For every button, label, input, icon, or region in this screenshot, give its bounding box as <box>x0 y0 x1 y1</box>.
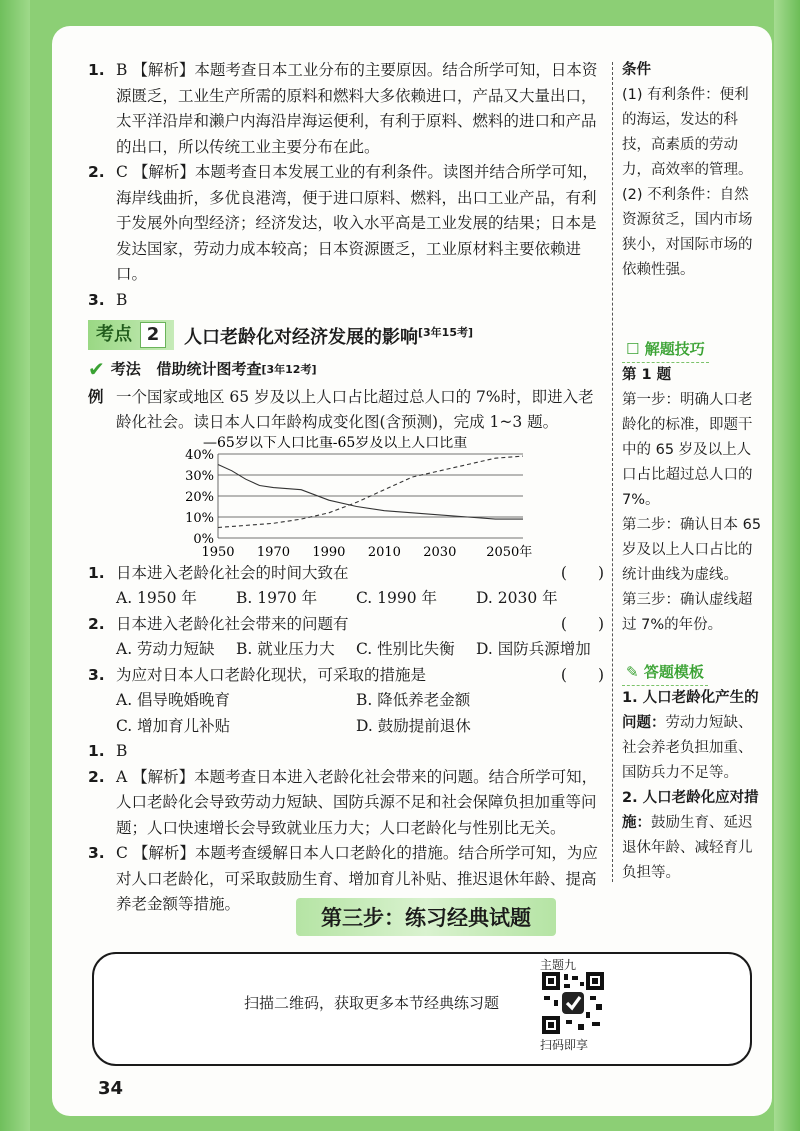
example-text: 一个国家或地区 65 岁及以上人口占比超过总人口的 7%时，即进入老龄化社会。读日本人口年龄构成变化图(含预测)，完成 1~3 题。 <box>116 387 594 431</box>
check-icon: ✔ <box>88 357 105 381</box>
mc-question <box>88 561 608 587</box>
answer-letter: B <box>116 742 128 760</box>
example-label: 例 <box>88 387 104 406</box>
answer-number: 2. <box>88 767 105 786</box>
mc-option: A. 1950 年 <box>116 589 197 607</box>
tip-step-1: 第一步：明确人口老龄化的标准，即题干中的 65 岁及以上人口占比超过总人口的 7%。 <box>622 392 753 508</box>
column-divider <box>612 62 613 882</box>
mc-question <box>88 663 608 689</box>
mc-number: 2. <box>88 614 105 633</box>
tips-icon: ☐ <box>626 340 640 358</box>
x-tick-label: 1970 <box>256 544 291 560</box>
answer-explain: 【解析】本题考查日本进入老龄化社会带来的问题。结合所学可知，人口老龄化会导致劳动力短缺、国防兵源不足和社会保障负担加重等问题；人口快速增长会导致就业压力大；人口老龄化与性别比无关。 <box>116 767 598 837</box>
answer-paren: ( ) <box>560 665 604 684</box>
answer-paren: ( ) <box>560 614 604 633</box>
side-column <box>622 58 762 886</box>
answer-paren: ( ) <box>560 563 604 582</box>
answer-number: 3. <box>88 844 105 862</box>
mc-options <box>88 637 608 663</box>
mc-option: C. 性别比失衡 <box>356 640 455 658</box>
template-2: 2. 人口老龄化应对措施：鼓励生育、延迟退休年龄、减轻育儿负担等。 <box>622 790 759 881</box>
answer-2: 2. C 【解析】本题考查日本发展工业的有利条件。读图并结合所学可知，海岸线曲折，多优良港湾，便于进口原料、燃料，出口工业产品，有利于发展外向型经济；经济发达，收入水平高是工业发展的结果；日本是发达国家，劳动力成本较高；日本资源匮乏，工业原材料主要依赖进口。 <box>88 163 598 283</box>
answer-2-letter: C <box>116 163 128 181</box>
mc-option: B. 降低养老金额 <box>356 691 471 709</box>
mc-option: C. 增加育儿补贴 <box>116 716 231 735</box>
answer-item <box>88 739 608 765</box>
chart-legend <box>203 436 467 451</box>
x-tick-label: 2010 <box>367 544 401 560</box>
answer-1-explain: 【解析】本题考查日本工业分布的主要原因。结合所学可知，日本资源匮乏，工业生产所需的原料和燃料大多依赖进口，产品又大量出口，太平洋沿岸和濑户内海沿岸海运便利，有利于原料、燃料的进口和产品的出口，所以传统工业主要分布在此。 <box>116 61 598 156</box>
x-tick-label: 2030 <box>423 544 457 560</box>
tips-question: 第 1 题 <box>622 367 672 383</box>
chart-ticks <box>185 448 532 560</box>
x-tick-label: 2050年 <box>486 544 533 560</box>
kaodian-title: 人口老龄化对经济发展的影响[3年15考] <box>184 325 474 348</box>
kaodian-label: 考点 <box>96 324 132 346</box>
mc-stem: 日本进入老龄化社会的时间大致在 <box>116 563 349 582</box>
main-column <box>88 58 608 918</box>
legend-entry: --65岁及以上人口比重 <box>328 435 468 451</box>
kaodian-header <box>88 319 608 351</box>
side-cond-2: (2) 不利条件：自然资源贫乏，国内市场狭小，对国际市场的依赖性强。 <box>622 187 753 278</box>
kaofa-sup: [3年12考] <box>261 363 317 376</box>
answer-letter: A <box>116 767 128 786</box>
kaodian-number: 2 <box>140 322 166 348</box>
series-line <box>218 464 523 519</box>
mc-option: A. 劳动力短缺 <box>116 640 215 658</box>
mc-option: D. 鼓励提前退休 <box>356 716 471 735</box>
population-chart <box>88 436 608 561</box>
mc-option: A. 倡导晚婚晚育 <box>116 691 231 709</box>
mc-options <box>88 688 608 739</box>
left-green-strip <box>0 0 30 1131</box>
qr-caption: 扫码即享 <box>540 1038 589 1052</box>
mc-stem: 日本进入老龄化社会带来的问题有 <box>116 614 349 633</box>
mc-number: 1. <box>88 563 105 582</box>
qr-box <box>92 952 752 1066</box>
y-tick-label: 40% <box>185 447 214 463</box>
mc-question <box>88 612 608 638</box>
answer-2-explain: 【解析】本题考查日本发展工业的有利条件。读图并结合所学可知，海岸线曲折，多优良港湾，便于进口原料、燃料，出口工业产品，有利于发展外向型经济；经济发达，收入水平高是工业发展的结果；日本是发达国家，劳动力成本较高；日本资源匮乏，工业原材料主要依赖进口。 <box>116 163 598 283</box>
x-tick-label: 1990 <box>312 544 346 560</box>
answers-section <box>88 739 608 918</box>
mc-option: D. 2030 年 <box>476 589 558 607</box>
mc-option: B. 1970 年 <box>236 589 318 607</box>
side-cond-1: (1) 有利条件：便利的海运，发达的科技，高素质的劳动力，高效率的管理。 <box>622 87 753 178</box>
mc-options <box>88 586 608 612</box>
qr-topic: 主题九 <box>540 958 577 972</box>
legend-entry: —65岁以下人口比重 <box>203 435 333 451</box>
answer-explain: 【解析】本题考查缓解日本人口老龄化的措施。结合所学可知，为应对人口老龄化，可采取鼓励生育、增加育儿补贴、推迟退休年龄、提高养老金额等措施。 <box>116 844 598 913</box>
example <box>88 385 608 436</box>
mc-number: 3. <box>88 665 105 684</box>
mc-stem: 为应对日本人口老龄化现状，可采取的措施是 <box>116 665 427 684</box>
page-number: 34 <box>98 1078 124 1099</box>
tips-header: ☐ 解题技巧 <box>622 337 709 363</box>
y-tick-label: 0% <box>193 531 214 547</box>
right-green-strip <box>774 0 800 1131</box>
y-tick-label: 20% <box>185 489 214 505</box>
side-cond-title: 条件 <box>622 62 651 78</box>
multiple-choice-questions <box>88 561 608 740</box>
mc-option: C. 1990 年 <box>356 589 438 607</box>
pencil-icon: ✎ <box>626 663 639 681</box>
template-1: 1. 人口老龄化产生的问题：劳动力短缺、社会养老负担加重、国防兵力不足等。 <box>622 690 759 781</box>
answer-3-letter: B <box>116 290 128 309</box>
mc-option: D. 国防兵源增加 <box>476 640 591 658</box>
answer-number: 1. <box>88 742 105 760</box>
answer-3: 3. B <box>88 290 128 309</box>
qr-code-icon[interactable] <box>542 972 604 1034</box>
kaofa-header <box>88 357 608 383</box>
kaodian-sup: [3年15考] <box>418 325 474 339</box>
tip-step-2: 第二步：确认日本 65 岁及以上人口占比的统计曲线为虚线。 <box>622 517 762 583</box>
answer-item <box>88 765 608 842</box>
template-header: ✎ 答题模板 <box>622 660 708 686</box>
tip-step-3: 第三步：确认虚线超过 7%的年份。 <box>622 592 753 633</box>
population-chart-svg <box>88 436 608 561</box>
y-tick-label: 10% <box>185 510 214 526</box>
kaofa-label: 考法 <box>110 360 141 378</box>
step3-banner: 第三步：练习经典试题 <box>296 898 556 936</box>
mc-option: B. 就业压力大 <box>236 640 335 658</box>
qr-text: 扫描二维码，获取更多本节经典练习题 <box>244 994 500 1012</box>
answer-letter: C <box>116 844 128 862</box>
kaofa-title: 借助统计图考查 <box>156 360 262 378</box>
y-tick-label: 30% <box>185 468 214 484</box>
answer-1-letter: B <box>116 61 128 79</box>
answer-1: 1. B 【解析】本题考查日本工业分布的主要原因。结合所学可知，日本资源匮乏，工业生产所需的原料和燃料大多依赖进口，产品又大量出口，太平洋沿岸和濑户内海沿岸海运便利，有利于原料、燃料的进口和产品的出口，所以传统工业主要分布在此。 <box>88 61 598 156</box>
x-tick-label: 1950 <box>201 544 235 560</box>
